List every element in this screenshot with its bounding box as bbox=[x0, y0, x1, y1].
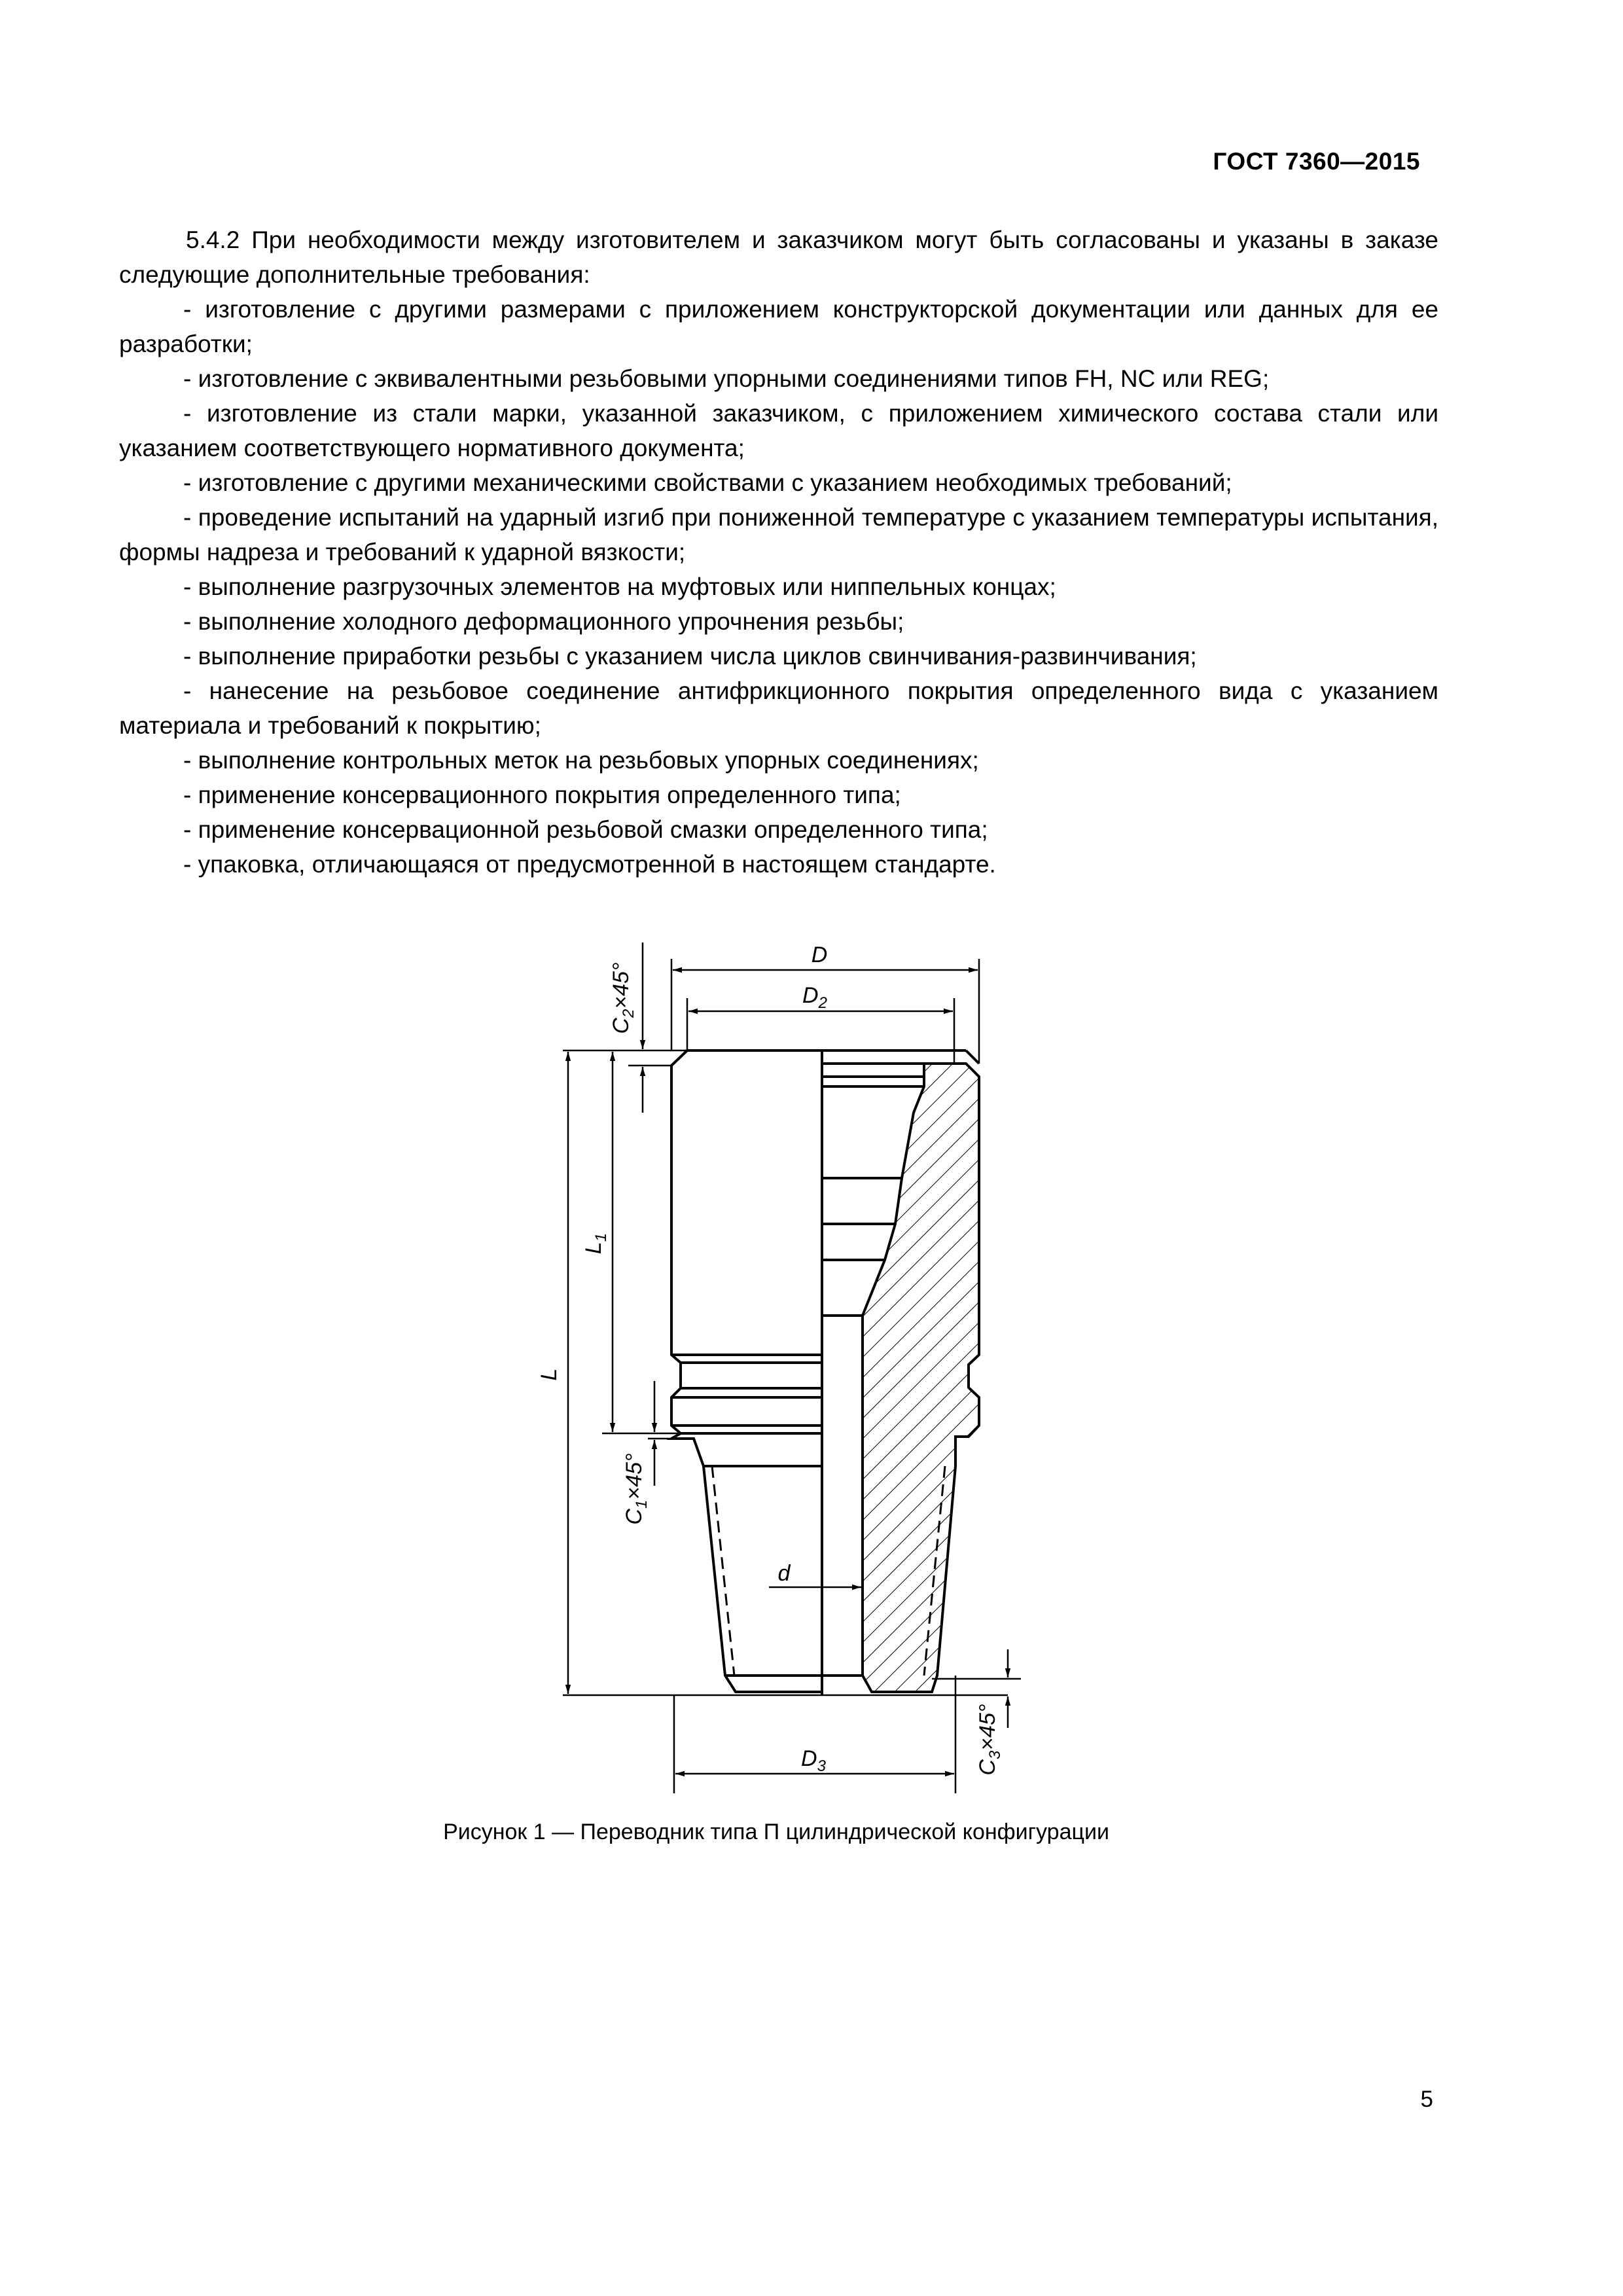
section-5-4-2 bbox=[119, 223, 1438, 882]
requirement-item: - применение консервационного покрытия определенного типа; bbox=[183, 781, 901, 808]
dimension-D3-label: $D_3$ bbox=[801, 1746, 826, 1775]
requirement-item: - выполнение холодного деформационного упрочнения резьбы; bbox=[183, 608, 904, 635]
section-intro: 5.4.2 При необходимости между изготовителем и заказчиком могут быть согласованы и указаны в заказе следующие дополнительные требования: bbox=[119, 226, 1438, 288]
adapter-outline bbox=[671, 1050, 979, 1695]
hatched-wall-section bbox=[863, 1064, 979, 1692]
requirement-item: - применение консервационной резьбовой смазки определенного типа; bbox=[183, 816, 988, 843]
requirement-item: - изготовление с эквивалентными резьбовыми упорными соединениями типов FH, NC или REG; bbox=[183, 365, 1270, 392]
requirement-item: - выполнение разгрузочных элементов на муфтовых или ниппельных концах; bbox=[183, 573, 1056, 600]
requirement-item: - изготовление из стали марки, указанной заказчиком, с приложением химического состава стали или указанием соответствующего нормативного документа; bbox=[119, 400, 1438, 461]
dimension-D2-label: $D_2$ bbox=[802, 983, 827, 1012]
requirement-item: - выполнение приработки резьбы с указанием числа циклов свинчивания-развинчивания; bbox=[183, 643, 1197, 670]
document-code: ГОСТ 7360—2015 bbox=[1213, 148, 1420, 175]
chamfer-C3-label: $C_3\times 45^\circ$ bbox=[975, 1704, 1004, 1776]
requirement-item: - изготовление с другими механическими свойствами с указанием необходимых требований; bbox=[183, 469, 1232, 496]
dimension-labels bbox=[537, 942, 1004, 1776]
requirement-item: - нанесение на резьбовое соединение антифрикционного покрытия определенного вида с указанием материала и требований к покрытию; bbox=[119, 677, 1438, 739]
requirement-item: - упаковка, отличающаяся от предусмотренной в настоящем стандарте. bbox=[183, 851, 996, 878]
chamfer-C2-label: $C_2\times 45^\circ$ bbox=[609, 962, 637, 1034]
requirement-item: - изготовление с другими размерами с приложением конструкторской документации или данных для ее разработки; bbox=[119, 296, 1438, 357]
page-number: 5 bbox=[1420, 2087, 1433, 2112]
requirement-item: - проведение испытаний на ударный изгиб при пониженной температуре с указанием температуры испытания, формы надреза и требований к ударной вязкости; bbox=[119, 504, 1438, 565]
dimension-L1-label: $L_1$ bbox=[581, 1232, 610, 1255]
dimension-L-label: L bbox=[537, 1368, 562, 1381]
dimension-lines bbox=[563, 942, 1021, 1793]
thread-dashed-lines bbox=[712, 1466, 945, 1676]
dimension-d-label: d bbox=[777, 1561, 791, 1586]
chamfer-C1-label: $C_1\times 45^\circ$ bbox=[622, 1453, 651, 1525]
requirement-item: - выполнение контрольных меток на резьбовых упорных соединениях; bbox=[183, 747, 979, 774]
dimension-D-label: D bbox=[811, 942, 828, 967]
figure-caption: Рисунок 1 — Переводник типа П цилиндрической конфигурации bbox=[443, 1820, 1109, 1844]
